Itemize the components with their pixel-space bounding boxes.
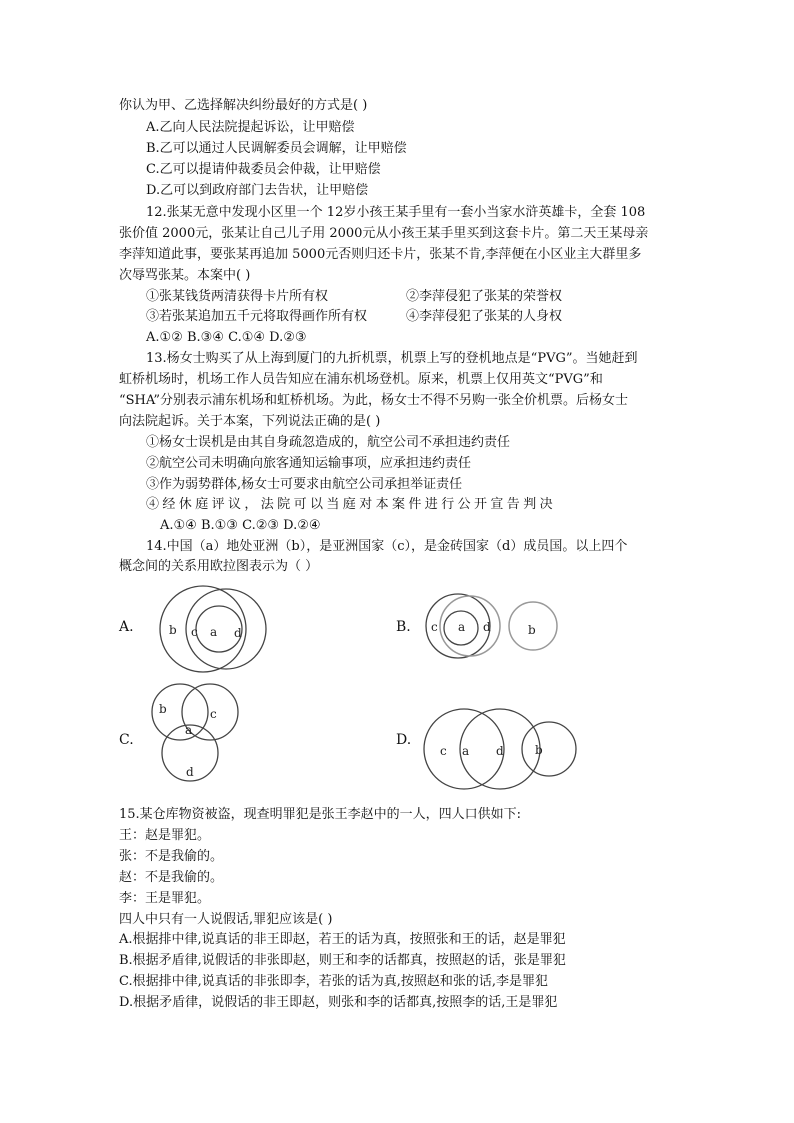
q12-line-3: 李萍知道此事，要张某再追加 5000元否则归还卡片，张某不肯,李萍便在小区业主大群里多 (119, 247, 642, 262)
euler-diagram-c (140, 680, 250, 790)
q11-option-b[interactable]: B.乙可以通过人民调解委员会调解，让甲赔偿 (146, 141, 407, 156)
q15-wang: 王：赵是罪犯。 (119, 828, 211, 843)
letter-d: d (483, 620, 491, 634)
q12-line-2: 张价值 2000元，张某让自己儿子用 2000元从小孩王某手里买到这套卡片。第二天王某母亲 (119, 226, 649, 241)
q13-line-2: 虹桥机场时，机场工作人员告知应在浦东机场登机。原来，机票上仅用英文“PVG”和 (119, 372, 603, 387)
q13-statement-4: ④经休庭评议，法院可以当庭对本案件进行公开宣告判决 (146, 497, 557, 512)
letter-b: b (535, 743, 543, 757)
q14-line-2: 概念间的关系用欧拉图表示为（ ） (119, 559, 319, 574)
letter-d: d (496, 744, 504, 758)
letter-c: c (440, 744, 447, 758)
q13-statement-1: ①杨女士误机是由其自身疏忽造成的，航空公司不承担违约责任 (146, 435, 511, 450)
letter-b: b (169, 623, 177, 637)
circle-b (522, 722, 576, 776)
q15-option-d[interactable]: D.根据矛盾律，说假话的非王即赵，则张和李的话都真,按照李的话,王是罪犯 (119, 995, 558, 1010)
euler-diagram-a (155, 580, 275, 680)
q15-stem: 15.某仓库物资被盗，现查明罪犯是张王李赵中的一人，四人口供如下: (119, 807, 522, 822)
q11-stem: 你认为甲、乙选择解决纠纷最好的方式是( ) (119, 98, 368, 113)
q13-choices[interactable]: A.①④ B.①③ C.②③ D.②④ (160, 518, 321, 533)
circle-d (186, 589, 266, 669)
q15-li: 李：王是罪犯。 (119, 891, 211, 906)
q13-line-1: 13.杨女士购买了从上海到厦门的九折机票，机票上写的登机地点是“PVG”。当她赶到 (146, 351, 638, 366)
q12-statement-1: ①张某钱货两清获得卡片所有权 (146, 289, 329, 304)
q15-zhang: 张：不是我偷的。 (119, 849, 224, 864)
circle-d (440, 596, 500, 656)
q14-option-a-label[interactable]: A. (119, 619, 134, 635)
q14-option-b-label[interactable]: B. (396, 619, 411, 635)
q12-statement-3: ③若张某追加五千元将取得画作所有权 (146, 309, 368, 324)
euler-diagram-d (420, 700, 580, 796)
letter-b: b (159, 702, 167, 716)
letter-a: a (185, 723, 193, 737)
letter-c: c (210, 707, 217, 721)
q15-option-c[interactable]: C.根据排中律,说真话的非张即李，若张的话为真,按照赵和张的话,李是罪犯 (119, 974, 549, 989)
q15-option-b[interactable]: B.根据矛盾律,说假话的非张即赵，则王和李的话都真，按照赵的话，张是罪犯 (119, 953, 566, 968)
q14-option-d-label[interactable]: D. (396, 732, 412, 748)
q15-zhao: 赵：不是我偷的。 (119, 870, 224, 885)
q12-line-1: 12.张某无意中发现小区里一个 12岁小孩王某手里有一套小当家水浒英雄卡，全套 108 (146, 205, 646, 220)
q15-question: 四人中只有一人说假话,罪犯应该是( ) (119, 912, 333, 927)
q13-line-4: 向法院起诉。关于本案，下列说法正确的是( ) (119, 414, 381, 429)
q14-line-1: 14.中国（a）地处亚洲（b），是亚洲国家（c），是金砖国家（d）成员国。以上四个 (146, 539, 628, 554)
letter-a: a (462, 744, 470, 758)
letter-d: d (186, 765, 194, 779)
q11-option-d[interactable]: D.乙可以到政府部门去告状，让甲赔偿 (146, 183, 369, 198)
letter-a: a (210, 625, 218, 639)
q12-line-4: 次辱骂张某。本案中( ) (119, 268, 251, 283)
letter-c: c (191, 625, 198, 639)
q12-statement-4: ④李萍侵犯了张某的人身权 (406, 309, 563, 324)
letter-b: b (528, 623, 536, 637)
letter-a: a (458, 620, 466, 634)
q13-statement-2: ②航空公司未明确向旅客通知运输事项，应承担违约责任 (146, 456, 472, 471)
q14-option-c-label[interactable]: C. (119, 732, 134, 748)
letter-d: d (234, 626, 242, 640)
q12-choices[interactable]: A.①② B.③④ C.①④ D.②③ (146, 330, 307, 345)
q11-option-c[interactable]: C.乙可以提请仲裁委员会仲裁，让甲赔偿 (146, 162, 381, 177)
q12-statement-2: ②李萍侵犯了张某的荣誉权 (406, 289, 563, 304)
q13-line-3: “SHA”分别表示浦东机场和虹桥机场。为此，杨女士不得不另购一张全价机票。后杨女士 (119, 393, 629, 408)
q11-option-a[interactable]: A.乙向人民法院提起诉讼，让甲赔偿 (146, 120, 355, 135)
euler-diagram-b (420, 578, 560, 674)
q13-statement-3: ③作为弱势群体,杨女士可要求由航空公司承担举证责任 (146, 477, 463, 492)
letter-c: c (431, 620, 438, 634)
q15-option-a[interactable]: A.根据排中律,说真话的非王即赵，若王的话为真，按照张和王的话，赵是罪犯 (119, 932, 566, 947)
